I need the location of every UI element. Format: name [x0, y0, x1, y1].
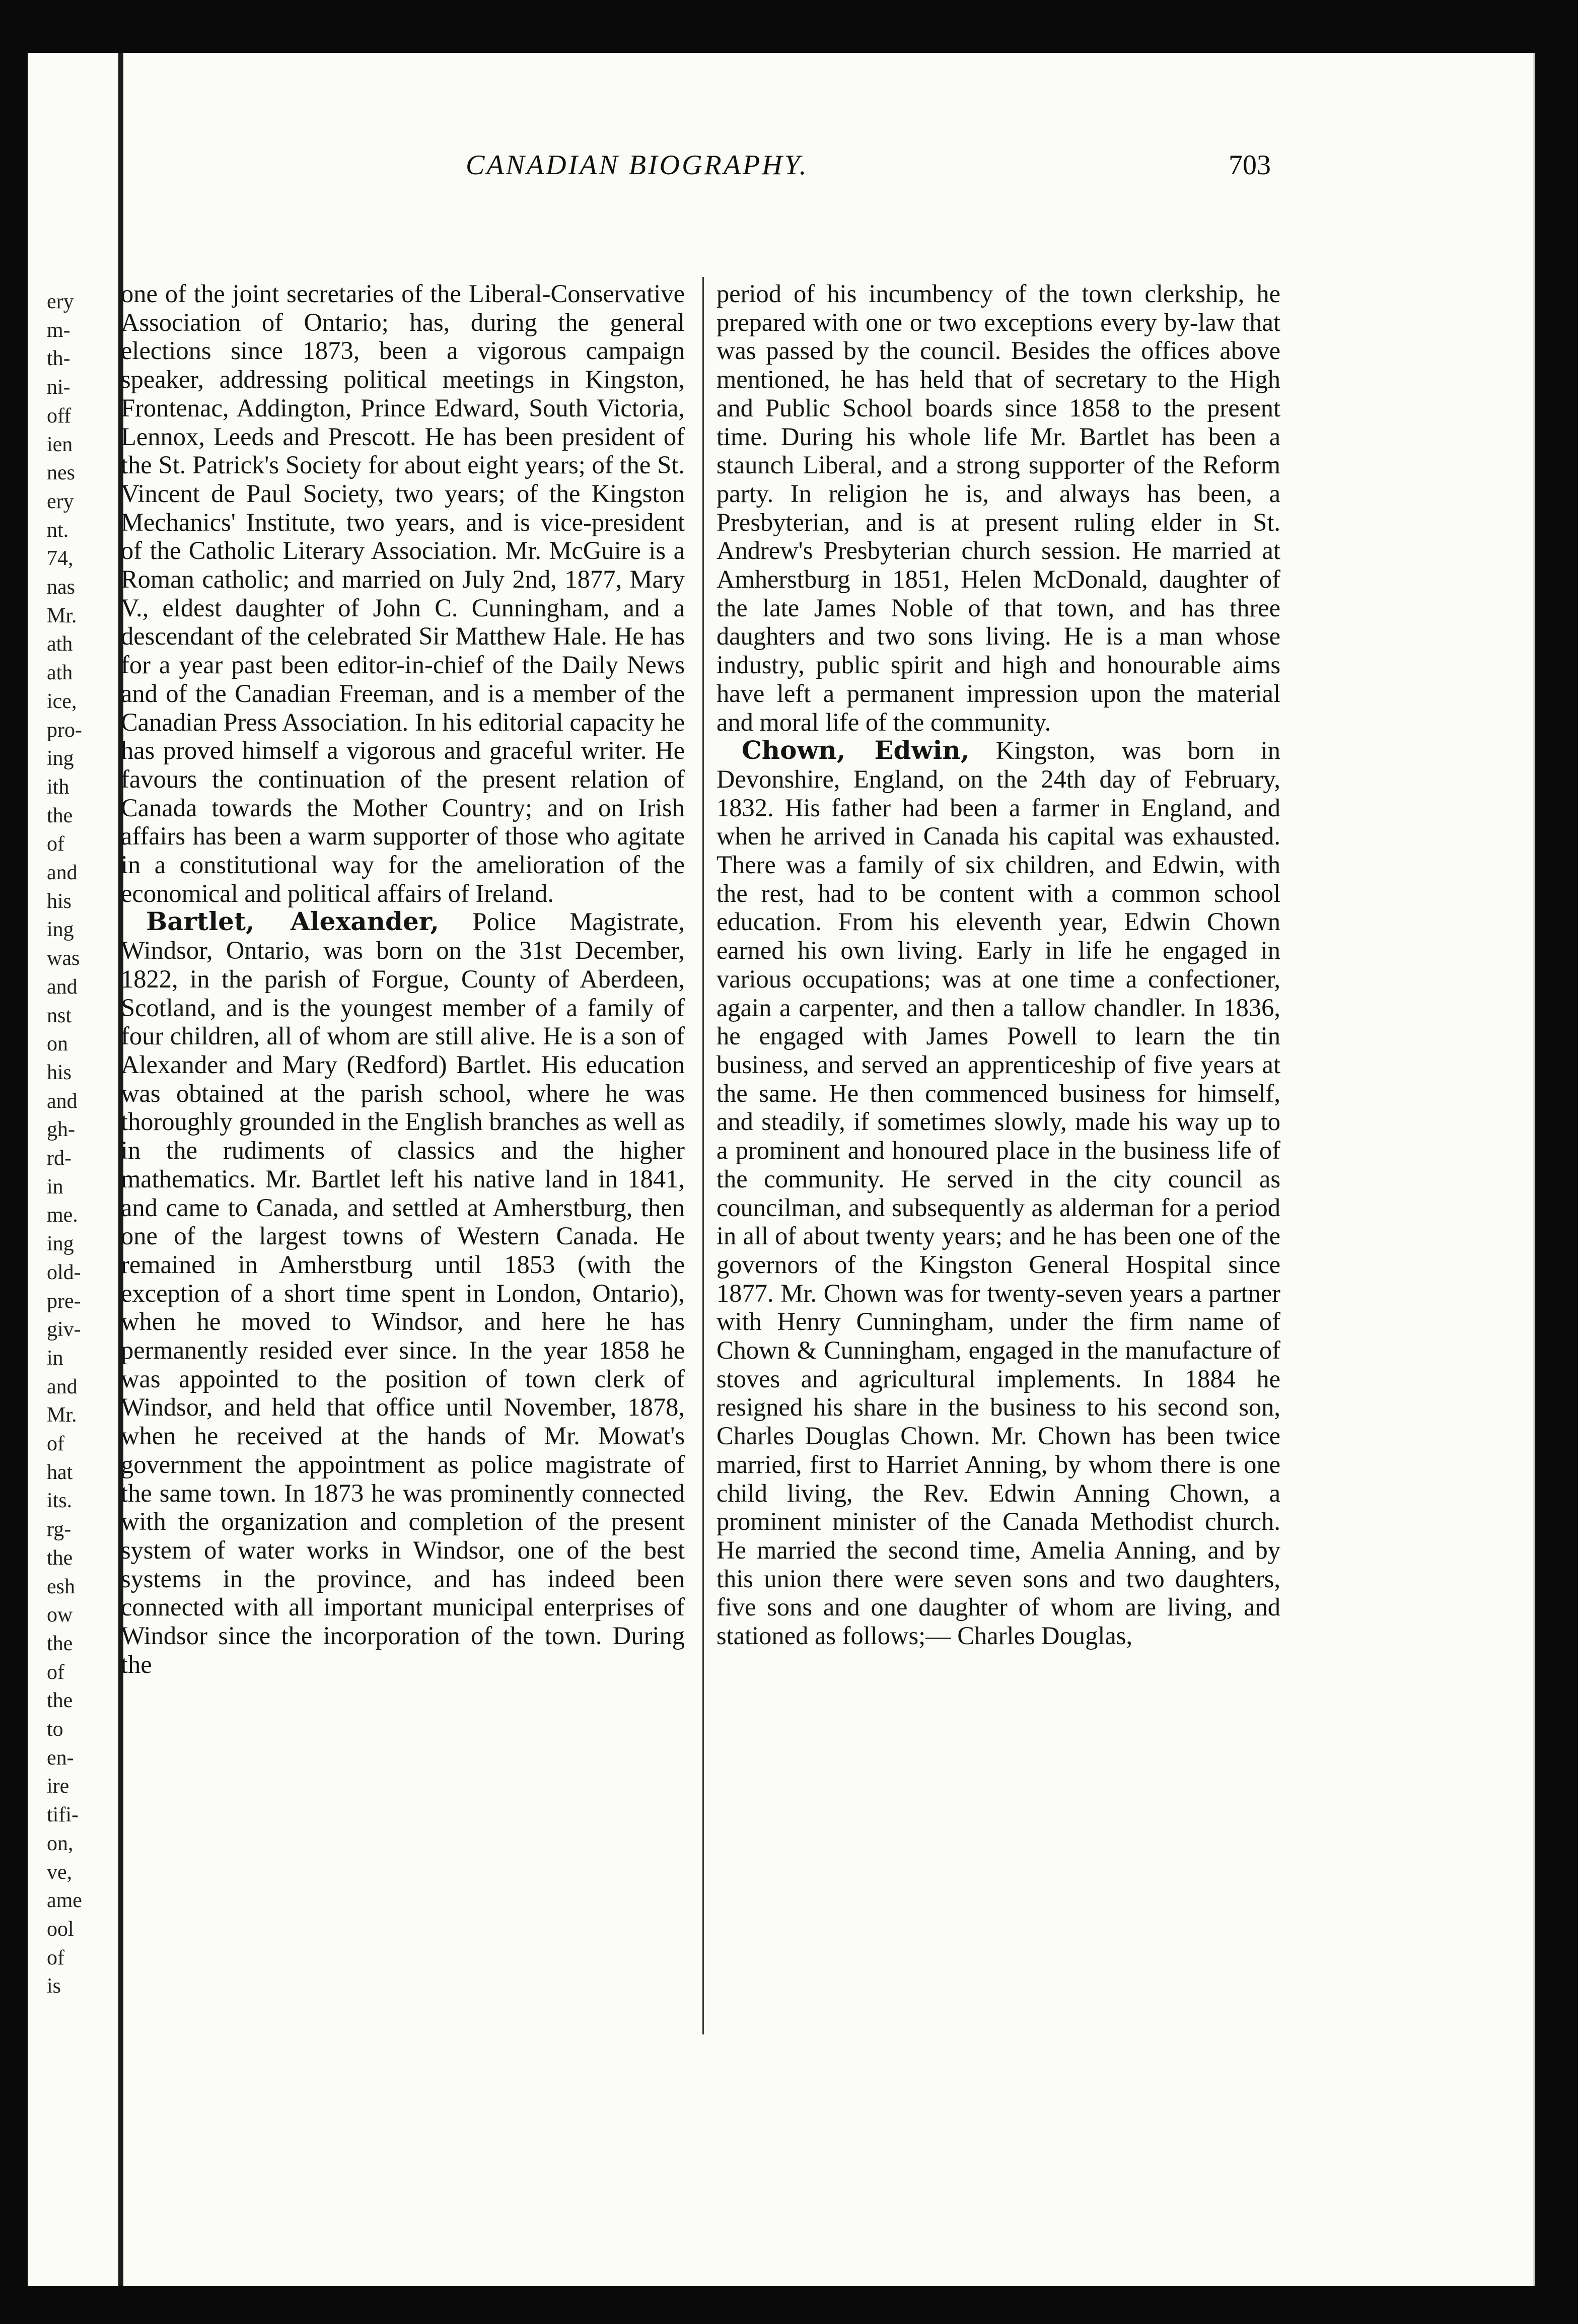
margin-fragment: his [47, 889, 72, 913]
running-title: CANADIAN BIOGRAPHY. [466, 150, 809, 181]
margin-fragment: Mr. [47, 1403, 77, 1427]
left-column [121, 279, 685, 2052]
margin-fragment: ing [47, 918, 74, 942]
margin-fragment: 74, [47, 547, 74, 571]
margin-fragment: ath [47, 632, 73, 656]
scan-border-top [0, 0, 1578, 53]
entry-name-chown: Chown, Edwin, [742, 735, 970, 765]
chown-entry [716, 736, 1280, 1650]
margin-fragment: of [47, 1660, 64, 1684]
margin-fragment: tifi- [47, 1803, 79, 1827]
margin-fragment: ien [47, 433, 73, 456]
bartlet-paragraph-continued: period of his incumbency of the town clerkship, he prepared with one or two exceptions every by-law that was passed by the council. Besides the offices above mentioned, he has held that of secretary to the High and Public School boards since 1858 to the present time. During his whole life Mr. Bartlet has been a staunch Liberal, and a strong supporter of the Reform party. In religion he is, and always has been, a Presbyterian, and is at present ruling elder in St. Andrew's Presbyterian church session. He married at Amherstburg in 1851, Helen McDonald, daughter of the late James Noble of that town, and has three daughters and two sons living. He is a man whose industry, public spirit and high and honourable aims have left a permanent impression upon the material and moral life of the community. [716, 279, 1280, 736]
chown-entry-text: Kingston, was born in Devonshire, England, on the 24th day of February, 1832. His father had been a farmer in England, and when he arrived in Canada his capital was exhausted. There was a family of six children, and Edwin, with the rest, had to be content with a common school education. From his eleventh year, Edwin Chown earned his own living. Early in life he engaged in various occupations; was at one time a confectioner, again a carpenter, and then a tallow chandler. In 1836, he engaged with James Powell to learn the tin business, and served an apprenticeship of five years at the same. He then commenced business for himself, and steadily, if sometimes slowly, made his way up to a prominent and honoured place in the business life of the community. He served in the city council as councilman, and subsequently as alderman for a period in all of about twenty years; and he has been one of the governors of the Kingston General Hospital since 1877. Mr. Chown was for twenty-seven years a partner with Henry Cunningham, under the firm name of Chown & Cunningham, engaged in the manufacture of stoves and agricultural implements. In 1884 he resigned his share in the business to his second son, Charles Douglas Chown. Mr. Chown has been twice married, first to Harriet Anning, by whom there is one child living, the Rev. Edwin Anning Chown, a prominent minister of the Canada Methodist church. He married the second time, Amelia Anning, and by this union there were seven sons and two daughters, five sons and one daughter of whom are living, and stationed as follows;— Charles Douglas, [716, 736, 1280, 1650]
margin-fragment: of [47, 1432, 64, 1455]
margin-fragment: and [47, 1089, 78, 1113]
margin-fragment: off [47, 404, 71, 428]
margin-fragment: nst [47, 1004, 72, 1027]
margin-fragment: is [47, 1975, 61, 1998]
bartlet-entry-text: Police Magistrate, Windsor, Ontario, was born on the 31st December, 1822, in the parish of Forgue, County of Aberdeen, Scotland, and is the youngest member of a family of four children, all of whom are still alive. He is a son of Alexander and Mary (Redford) Bartlet. His education was obtained at the parish school, where he was thoroughly grounded in the English branches as well as in the rudiments of classics and the higher mathematics. Mr. Bartlet left his native land in 1841, and came to Canada, and settled at Amherstburg, then one of the largest towns of Western Canada. He remained in Amherstburg until 1853 (with the exception of a short time spent in London, Ontario), when he moved to Windsor, and here he has permanently resided ever since. In the year 1858 he was appointed to the position of town clerk of Windsor, and held that office until November, 1878, when he received at the hands of Mr. Mowat's government the appointment as police magistrate of the same town. In 1873 he was prominently connected with the organization and completion of the present system of water works in Windsor, one of the best systems in the province, and has indeed been connected with all important municipal enterprises of Windsor since the incorporation of the town. During the [121, 907, 685, 1678]
margin-fragment: its. [47, 1489, 73, 1513]
margin-fragment: his [47, 1061, 72, 1084]
margin-fragment: in [47, 1346, 63, 1370]
margin-fragment: was [47, 947, 80, 970]
margin-fragment: ame [47, 1889, 82, 1913]
margin-fragment: ve, [47, 1860, 73, 1884]
margin-fragment: ice, [47, 689, 77, 713]
page-edge-shade [1533, 53, 1535, 2286]
margin-fragment: ow [47, 1603, 73, 1627]
margin-fragment: nas [47, 576, 75, 599]
margin-fragment: to [47, 1718, 63, 1741]
margin-fragment: and [47, 975, 78, 999]
right-column [716, 279, 1280, 2052]
margin-fragment: ath [47, 661, 73, 685]
margin-fragment: th- [47, 347, 70, 371]
entry-name-bartlet: Bartlet, Alexander, [146, 906, 439, 937]
margin-fragment: giv- [47, 1318, 81, 1342]
margin-fragment: of [47, 1946, 64, 1969]
margin-fragment: ing [47, 1232, 74, 1256]
margin-fragment: and [47, 861, 78, 884]
margin-fragment: rd- [47, 1147, 71, 1170]
margin-fragment: ire [47, 1775, 69, 1798]
scan-border-right [1535, 0, 1578, 2324]
margin-fragment: the [47, 804, 73, 827]
margin-fragment: Mr. [47, 604, 77, 627]
scan-border-bottom [0, 2286, 1578, 2324]
column-divider [702, 277, 704, 2034]
margin-fragment: and [47, 1375, 78, 1398]
margin-fragment: ery [47, 290, 74, 313]
margin-fragment: m- [47, 318, 70, 342]
margin-fragment: nt. [47, 518, 69, 542]
margin-fragment: of [47, 832, 64, 856]
page-number: 703 [1229, 150, 1271, 181]
margin-fragment: esh [47, 1575, 75, 1598]
margin-fragment: pre- [47, 1289, 81, 1313]
margin-fragment: ni- [47, 376, 70, 399]
margin-fragment: the [47, 1689, 73, 1713]
margin-fragment: hat [47, 1460, 73, 1484]
margin-fragment: on, [47, 1832, 74, 1855]
margin-fragment: the [47, 1546, 73, 1570]
margin-fragment: me. [47, 1204, 78, 1227]
margin-fragment: ing [47, 747, 74, 770]
previous-page-margin-strip [28, 53, 118, 2286]
margin-fragment: rg- [47, 1518, 71, 1541]
margin-fragment: pro- [47, 718, 82, 742]
margin-fragment: nes [47, 461, 75, 485]
margin-fragment: en- [47, 1746, 74, 1770]
margin-fragment: ool [47, 1917, 74, 1941]
margin-fragment: gh- [47, 1118, 75, 1142]
margin-fragment: on [47, 1032, 68, 1056]
margin-fragment: the [47, 1632, 73, 1655]
margin-fragment: in [47, 1175, 63, 1199]
mcguire-paragraph-continued: one of the joint secretaries of the Liberal-Conservative Association of Ontario; has, during the general elections since 1873, been a vigorous campaign speaker, addressing political meetings in Kingston, Frontenac, Addington, Prince Edward, South Victoria, Lennox, Leeds and Prescott. He has been president of the St. Patrick's Society for about eight years; of the St. Vincent de Paul Society, two years; of the Kingston Mechanics' Institute, two years, and is vice-president of the Catholic Literary Association. Mr. McGuire is a Roman catholic; and married on July 2nd, 1877, Mary V., eldest daughter of John C. Cunningham, and a descendant of the celebrated Sir Matthew Hale. He has for a year past been editor-in-chief of the Daily News and of the Canadian Freeman, and is a member of the Canadian Press Association. In his editorial capacity he has proved himself a vigorous and graceful writer. He favours the continuation of the present relation of Canada towards the Mother Country; and on Irish affairs has been a warm supporter of those who agitate in a constitutional way for the amelioration of the economical and political affairs of Ireland. [121, 279, 685, 907]
margin-fragment: ith [47, 775, 69, 799]
scan-border-left [0, 0, 28, 2324]
margin-fragment: ery [47, 489, 74, 513]
margin-fragment: old- [47, 1260, 81, 1284]
bartlet-entry [121, 907, 685, 1678]
